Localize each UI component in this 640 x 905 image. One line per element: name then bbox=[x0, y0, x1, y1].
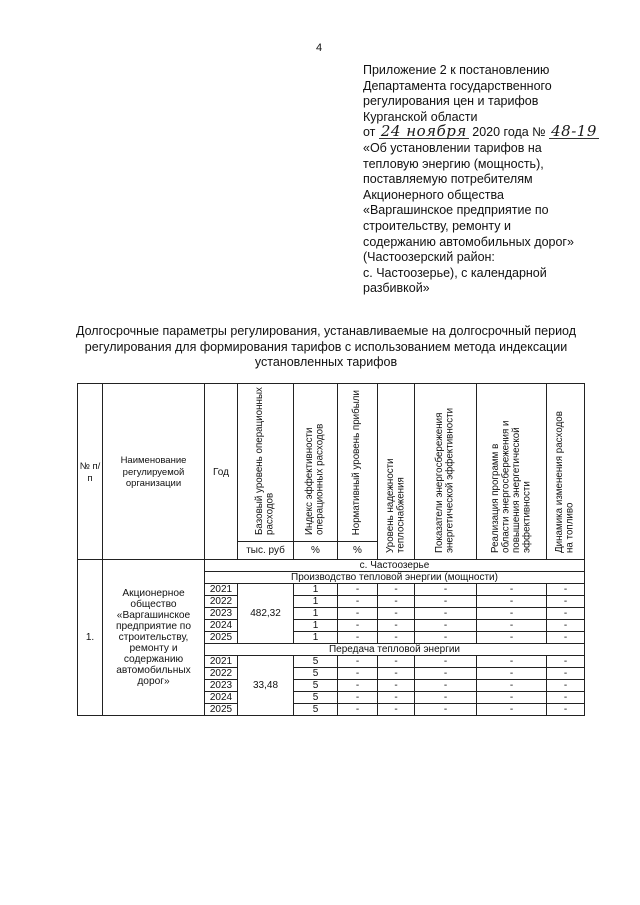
cell-programs: - bbox=[477, 608, 547, 620]
cell-energy: - bbox=[415, 680, 477, 692]
cell-programs: - bbox=[477, 596, 547, 608]
appendix-subject-line: тепловую энергию (мощность), bbox=[363, 156, 544, 171]
appendix-subject-line: (Частоозерский район: bbox=[363, 250, 495, 265]
handwritten-date: 24 ноября bbox=[380, 122, 467, 141]
cell-base-value: 482,32 bbox=[238, 584, 294, 644]
cell-profit: - bbox=[338, 584, 378, 596]
cell-energy: - bbox=[415, 668, 477, 680]
appendix-line: Приложение 2 к постановлению bbox=[363, 63, 550, 77]
cell-fuel: - bbox=[547, 656, 585, 668]
cell-fuel: - bbox=[547, 632, 585, 644]
unit-profit: % bbox=[338, 542, 378, 560]
appendix-subject-line: Акционерного общества bbox=[363, 187, 504, 202]
appendix-subject-line: поставляемую потребителям bbox=[363, 172, 533, 187]
appendix-line: Департамента государственного bbox=[363, 78, 552, 93]
cell-fuel: - bbox=[547, 692, 585, 704]
appendix-subject-line: разбивкой» bbox=[363, 281, 430, 296]
header-row bbox=[78, 384, 585, 542]
date-prefix: от bbox=[363, 125, 376, 140]
header-num: № п/п bbox=[78, 384, 103, 560]
locality: с. Частоозерье bbox=[205, 560, 585, 572]
cell-programs: - bbox=[477, 584, 547, 596]
cell-fuel: - bbox=[547, 704, 585, 716]
cell-reliability: - bbox=[378, 584, 415, 596]
cell-year: 2023 bbox=[205, 680, 238, 692]
cell-profit: - bbox=[338, 632, 378, 644]
cell-base-value: 33,48 bbox=[238, 656, 294, 716]
row-number: 1. bbox=[78, 560, 103, 716]
cell-eff: 5 bbox=[294, 656, 338, 668]
cell-reliability: - bbox=[378, 632, 415, 644]
header-org: Наименование регулируемой организации bbox=[103, 384, 205, 560]
cell-reliability: - bbox=[378, 680, 415, 692]
org-name: Акционерное общество «Варгашинское предприятие по строительству, ремонту и содержанию автомобильных дорог» bbox=[103, 560, 205, 716]
cell-energy: - bbox=[415, 596, 477, 608]
section-name: Производство тепловой энергии (мощности) bbox=[205, 572, 585, 584]
cell-profit: - bbox=[338, 608, 378, 620]
cell-profit: - bbox=[338, 656, 378, 668]
appendix-subject-line: с. Частоозерье), с календарной bbox=[363, 265, 547, 280]
appendix-block bbox=[363, 63, 631, 297]
cell-eff: 5 bbox=[294, 668, 338, 680]
appendix-subject-line: содержанию автомобильных дорог» bbox=[363, 234, 574, 249]
cell-programs: - bbox=[477, 632, 547, 644]
cell-eff: 5 bbox=[294, 704, 338, 716]
cell-reliability: - bbox=[378, 656, 415, 668]
cell-year: 2024 bbox=[205, 692, 238, 704]
cell-reliability: - bbox=[378, 608, 415, 620]
cell-reliability: - bbox=[378, 668, 415, 680]
appendix-line: регулирования цен и тарифов bbox=[363, 94, 539, 109]
cell-reliability: - bbox=[378, 620, 415, 632]
locality-row bbox=[78, 560, 585, 572]
header-profit: Нормативный уровень прибыли bbox=[338, 384, 378, 542]
header-reliability: Уровень надежности теплоснабжения bbox=[378, 384, 415, 560]
section-name: Передача тепловой энергии bbox=[205, 644, 585, 656]
cell-reliability: - bbox=[378, 692, 415, 704]
cell-year: 2025 bbox=[205, 704, 238, 716]
header-energy-eff: Показатели энергосбережения энергетической эффективности bbox=[415, 384, 477, 560]
appendix-subject-line: «Варгашинское предприятие по bbox=[363, 203, 549, 218]
cell-profit: - bbox=[338, 704, 378, 716]
cell-programs: - bbox=[477, 656, 547, 668]
cell-profit: - bbox=[338, 668, 378, 680]
cell-fuel: - bbox=[547, 680, 585, 692]
cell-profit: - bbox=[338, 680, 378, 692]
unit-eff-index: % bbox=[294, 542, 338, 560]
appendix-line: Курганской области bbox=[363, 109, 478, 124]
cell-year: 2021 bbox=[205, 656, 238, 668]
cell-reliability: - bbox=[378, 704, 415, 716]
header-fuel: Динамика изменения расходов на топливо bbox=[547, 384, 585, 560]
cell-programs: - bbox=[477, 692, 547, 704]
header-year: Год bbox=[205, 384, 238, 560]
appendix-date-line bbox=[363, 122, 631, 141]
cell-eff: 5 bbox=[294, 680, 338, 692]
cell-energy: - bbox=[415, 656, 477, 668]
cell-energy: - bbox=[415, 608, 477, 620]
parameters-table bbox=[77, 383, 585, 716]
appendix-subject-line: строительству, ремонту и bbox=[363, 218, 511, 233]
date-year: 2020 года № bbox=[472, 125, 546, 140]
cell-programs: - bbox=[477, 668, 547, 680]
cell-programs: - bbox=[477, 620, 547, 632]
cell-year: 2025 bbox=[205, 632, 238, 644]
cell-eff: 1 bbox=[294, 608, 338, 620]
cell-year: 2024 bbox=[205, 620, 238, 632]
cell-eff: 1 bbox=[294, 620, 338, 632]
cell-profit: - bbox=[338, 692, 378, 704]
cell-profit: - bbox=[338, 596, 378, 608]
page-number: 4 bbox=[316, 42, 323, 54]
header-programs: Реализация программ в области энергосбережения и повышения энергетической эффективности bbox=[477, 384, 547, 560]
cell-energy: - bbox=[415, 620, 477, 632]
cell-year: 2023 bbox=[205, 608, 238, 620]
cell-year: 2021 bbox=[205, 584, 238, 596]
cell-fuel: - bbox=[547, 608, 585, 620]
cell-energy: - bbox=[415, 632, 477, 644]
cell-fuel: - bbox=[547, 668, 585, 680]
cell-reliability: - bbox=[378, 596, 415, 608]
cell-eff: 5 bbox=[294, 692, 338, 704]
cell-eff: 1 bbox=[294, 632, 338, 644]
document-title: Долгосрочные параметры регулирования, устанавливаемые на долгосрочный период регулирования для формирования тарифов с использованием метода индексации установленных тарифов bbox=[75, 324, 577, 369]
cell-fuel: - bbox=[547, 584, 585, 596]
header-eff-index: Индекс эффективности операционных расходов bbox=[294, 384, 338, 542]
cell-programs: - bbox=[477, 680, 547, 692]
cell-eff: 1 bbox=[294, 596, 338, 608]
cell-year: 2022 bbox=[205, 668, 238, 680]
cell-energy: - bbox=[415, 704, 477, 716]
appendix-subject-line: «Об установлении тарифов на bbox=[363, 140, 542, 155]
cell-fuel: - bbox=[547, 596, 585, 608]
cell-profit: - bbox=[338, 620, 378, 632]
cell-energy: - bbox=[415, 584, 477, 596]
cell-programs: - bbox=[477, 704, 547, 716]
cell-year: 2022 bbox=[205, 596, 238, 608]
handwritten-number: 48-19 bbox=[551, 122, 597, 141]
cell-fuel: - bbox=[547, 620, 585, 632]
cell-eff: 1 bbox=[294, 584, 338, 596]
header-base: Базовый уровень операционных расходов bbox=[238, 384, 294, 542]
unit-base: тыс. руб bbox=[238, 542, 294, 560]
cell-energy: - bbox=[415, 692, 477, 704]
